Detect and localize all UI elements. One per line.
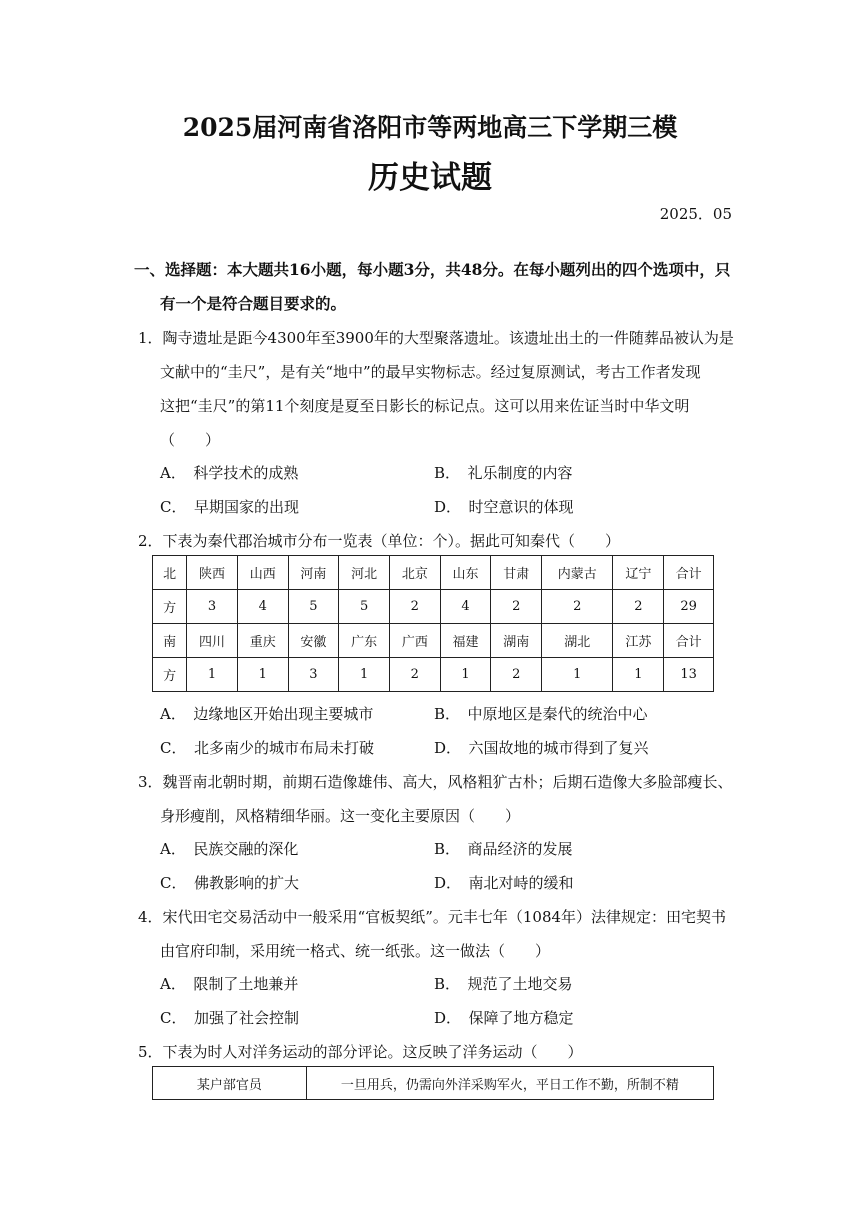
section-heading-cont: 有一个是符合题目要求的。 (160, 294, 347, 313)
province-cell: 内蒙古 (542, 556, 613, 590)
province-cell: 辽宁 (613, 556, 664, 590)
count-cell: 4 (440, 590, 491, 624)
city-distribution-table (152, 555, 714, 692)
count-cell: 2 (389, 658, 440, 692)
count-cell: 2 (613, 590, 664, 624)
q1-option-a[interactable]: A． 科学技术的成熟 (160, 464, 299, 482)
count-cell: 1 (237, 658, 288, 692)
province-cell: 北京 (389, 556, 440, 590)
count-cell: 2 (491, 590, 542, 624)
q3-option-b[interactable]: B． 商品经济的发展 (434, 840, 573, 858)
count-cell: 4 (237, 590, 288, 624)
q1-option-c[interactable]: C． 早期国家的出现 (160, 498, 299, 516)
comment-cell: 一旦用兵，仍需向外洋采购军火，平日工作不勤，所制不精 (306, 1067, 713, 1100)
count-cell: 2 (491, 658, 542, 692)
q4-text: 4．宋代田宅交易活动中一般采用“官板契纸”。元丰七年（1084年）法律规定：田宅契书 (138, 908, 727, 926)
count-cell: 5 (288, 590, 339, 624)
table-row (153, 556, 714, 590)
count-cell: 2 (389, 590, 440, 624)
westernization-comments-table (152, 1066, 714, 1100)
province-cell: 江苏 (613, 624, 664, 658)
total-cell: 13 (664, 658, 714, 692)
province-cell: 陕西 (187, 556, 238, 590)
q1-blank: （ ） (160, 431, 221, 449)
count-cell: 1 (440, 658, 491, 692)
province-cell: 湖北 (542, 624, 613, 658)
q2-option-b[interactable]: B． 中原地区是秦代的统治中心 (434, 705, 648, 723)
region-label: 南 (153, 624, 187, 658)
q3-option-c[interactable]: C． 佛教影响的扩大 (160, 874, 299, 892)
q1-text: 文献中的“圭尺”，是有关“地中”的最早实物标志。经过复原测试，考古工作者发现 (160, 363, 701, 381)
count-cell: 5 (339, 590, 390, 624)
commenter-cell: 某户部官员 (153, 1067, 307, 1100)
table-row (153, 624, 714, 658)
q2-option-d[interactable]: D． 六国故地的城市得到了复兴 (434, 739, 649, 757)
exam-subject-title: 历史试题 (368, 160, 492, 196)
q3-option-a[interactable]: A． 民族交融的深化 (160, 840, 299, 858)
province-cell: 山东 (440, 556, 491, 590)
section-heading: 一、选择题：本大题共16小题，每小题3分，共48分。在每小题列出的四个选项中，只 (134, 260, 731, 279)
province-cell: 山西 (237, 556, 288, 590)
province-cell: 广东 (339, 624, 390, 658)
total-cell: 29 (664, 590, 714, 624)
count-cell: 1 (542, 658, 613, 692)
q1-option-d[interactable]: D． 时空意识的体现 (434, 498, 574, 516)
region-label: 方 (153, 658, 187, 692)
province-cell: 河北 (339, 556, 390, 590)
region-label: 北 (153, 556, 187, 590)
q5-text: 5．下表为时人对洋务运动的部分评论。这反映了洋务运动（ ） (138, 1043, 583, 1061)
table-row (153, 658, 714, 692)
total-header-cell: 合计 (664, 556, 714, 590)
province-cell: 安徽 (288, 624, 339, 658)
region-label: 方 (153, 590, 187, 624)
total-header-cell: 合计 (664, 624, 714, 658)
province-cell: 广西 (389, 624, 440, 658)
q3-text: 3．魏晋南北朝时期，前期石造像雄伟、高大，风格粗犷古朴；后期石造像大多脸部瘦长、 (138, 773, 733, 791)
q1-option-b[interactable]: B． 礼乐制度的内容 (434, 464, 573, 482)
count-cell: 1 (613, 658, 664, 692)
q4-option-c[interactable]: C． 加强了社会控制 (160, 1009, 299, 1027)
q1-text: 这把“圭尺”的第11个刻度是夏至日影长的标记点。这可以用来佐证当时中华文明 (160, 397, 690, 415)
province-cell: 湖南 (491, 624, 542, 658)
table-row (153, 1067, 714, 1100)
table-row (153, 590, 714, 624)
q1-text: 1．陶寺遗址是距今4300年至3900年的大型聚落遗址。该遗址出土的一件随葬品被认为是 (138, 329, 734, 347)
province-cell: 四川 (187, 624, 238, 658)
q2-option-a[interactable]: A． 边缘地区开始出现主要城市 (160, 705, 374, 723)
count-cell: 2 (542, 590, 613, 624)
province-cell: 重庆 (237, 624, 288, 658)
exam-date: 2025．05 (659, 205, 732, 223)
q3-text: 身形瘦削，风格精细华丽。这一变化主要原因（ ） (160, 807, 521, 825)
count-cell: 1 (339, 658, 390, 692)
q3-option-d[interactable]: D． 南北对峙的缓和 (434, 874, 574, 892)
q2-text: 2．下表为秦代郡治城市分布一览表（单位：个）。据此可知秦代（ ） (138, 532, 621, 550)
province-cell: 甘肃 (491, 556, 542, 590)
count-cell: 3 (288, 658, 339, 692)
province-cell: 河南 (288, 556, 339, 590)
count-cell: 1 (187, 658, 238, 692)
exam-title: 2025届河南省洛阳市等两地高三下学期三模 (182, 113, 678, 142)
q4-option-d[interactable]: D． 保障了地方稳定 (434, 1009, 574, 1027)
province-cell: 福建 (440, 624, 491, 658)
q4-text: 由官府印制，采用统一格式、统一纸张。这一做法（ ） (160, 942, 551, 960)
q4-option-b[interactable]: B． 规范了土地交易 (434, 975, 573, 993)
q4-option-a[interactable]: A． 限制了土地兼并 (160, 975, 299, 993)
q2-option-c[interactable]: C． 北多南少的城市布局未打破 (160, 739, 374, 757)
count-cell: 3 (187, 590, 238, 624)
